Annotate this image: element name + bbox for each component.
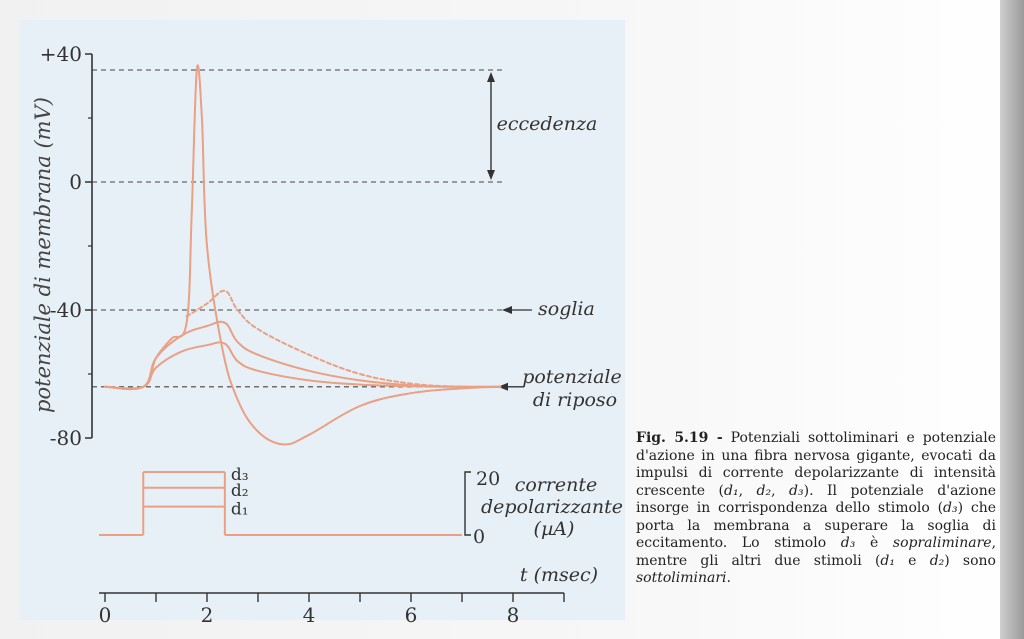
figure-caption: [636, 430, 996, 588]
x-tick-label: 0: [98, 603, 112, 627]
stimulus-group: [99, 465, 471, 535]
reference-lines-group: [92, 70, 532, 391]
resting-label-line2: di riposo: [532, 389, 618, 411]
overshoot-arrow-head-down: [487, 170, 495, 180]
caption-sep2: ,: [771, 482, 790, 499]
series-group: [105, 65, 500, 444]
caption-sep1: ,: [738, 482, 757, 499]
caption-d3b: d₃: [943, 500, 958, 516]
caption-and: e: [894, 552, 930, 569]
axes-group: [40, 42, 564, 627]
y-tick-label: -40: [49, 298, 82, 322]
x-axis-label: t (msec): [519, 564, 599, 586]
caption-d1: d₁: [724, 482, 739, 499]
stimulus-level-label: d₃: [230, 465, 249, 485]
current-scale-top: 20: [476, 468, 501, 490]
stimulus-level-label: d₂: [230, 480, 249, 501]
caption-text-f: ) sono: [944, 552, 996, 569]
caption-text-d: è: [855, 535, 893, 551]
caption-text-b: ). Il potenziale d'azione insorge in corrispondenza dello stimolo (: [636, 482, 996, 516]
overshoot-arrow-head-up: [487, 72, 495, 82]
caption-supraliminar: sopraliminare: [892, 535, 992, 551]
caption-d1b: d₁: [880, 552, 895, 569]
threshold-arrow-head: [502, 306, 512, 314]
x-tick-label: 8: [506, 603, 520, 627]
current-label-line3: (µA): [533, 518, 575, 540]
current-scale-bottom: 0: [473, 526, 486, 548]
caption-d2: d₂: [756, 482, 772, 499]
caption-text-e: , mentre gli altri due stimoli (: [636, 535, 997, 569]
overshoot-label: eccedenza: [496, 113, 598, 135]
caption-d3c: d₃: [840, 535, 856, 551]
y-axis-label: potenziale di membrana (mV): [31, 97, 55, 413]
caption-text-g: .: [726, 570, 731, 586]
current-scale-bracket: [465, 472, 471, 535]
x-tick-label: 6: [404, 603, 418, 627]
caption-text-c: ) che porta la membrana a superare la soglia di eccitamento. Lo stimolo: [636, 500, 996, 551]
x-tick-label: 2: [200, 603, 214, 627]
current-label-line2: depolarizzante: [480, 496, 624, 518]
y-tick-label: +40: [39, 42, 82, 66]
caption-d2b: d₂: [929, 552, 945, 569]
labels-group: [31, 97, 623, 586]
caption-label: Fig. 5.19 -: [636, 430, 723, 446]
resting-label-line1: potenziale: [522, 366, 622, 388]
y-tick-label: 0: [69, 170, 82, 194]
caption-text-a: Potenziali sottoliminari e potenziale d'azione in una fibra nervosa gigante, evocati da impulsi di corrente depolarizzante di intensità crescente (: [636, 430, 996, 499]
y-tick-label: -80: [49, 426, 82, 450]
caption-d3: d₃: [789, 482, 804, 499]
caption-subliminar: sottoliminari: [636, 570, 727, 586]
x-tick-label: 4: [302, 603, 316, 627]
current-label-line1: corrente: [514, 474, 598, 496]
threshold-label: soglia: [538, 298, 595, 320]
potential-trace-4: [187, 291, 501, 387]
stimulus-level-label: d₁: [230, 499, 249, 520]
